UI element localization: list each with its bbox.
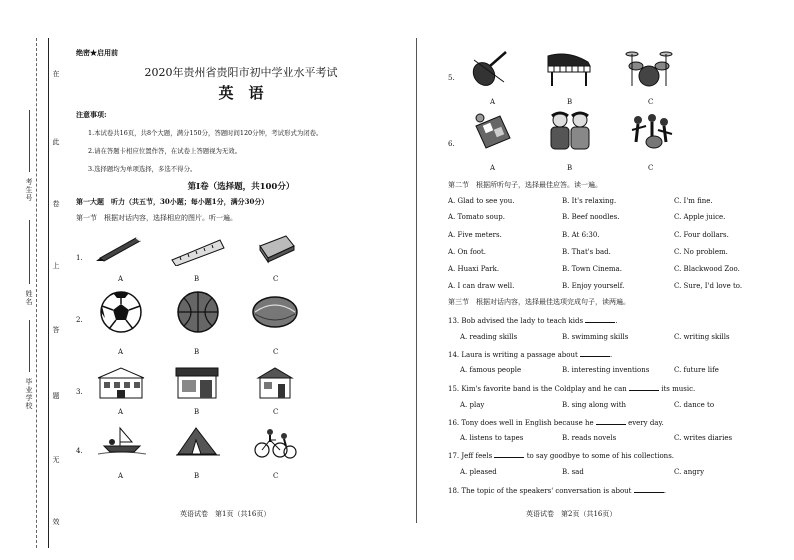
q10-option-b: B. That's bad. <box>562 248 611 256</box>
note-item: 3.选择题均为单项选择，多选不得分。 <box>88 165 197 173</box>
shop-icon <box>172 364 222 400</box>
field-name-label: 姓名 <box>25 290 33 306</box>
soccer-ball-icon <box>99 290 143 334</box>
q8-option-a: A. Tomato soup. <box>448 213 505 221</box>
option-letter: C <box>273 472 279 480</box>
tent-icon <box>174 424 222 458</box>
drums-icon <box>624 46 674 88</box>
q11-option-b: B. Town Cinema. <box>562 265 622 273</box>
q13-option-c: C. writing skills <box>674 333 730 341</box>
option-letter: A <box>118 472 124 480</box>
q15-stem: 15. Kim's favorite band is the Coldplay and he can its music. <box>448 385 696 393</box>
question-number: 5. <box>448 74 455 82</box>
boat-icon <box>96 424 148 460</box>
q16-option-a: A. listens to tapes <box>460 434 524 442</box>
photo-album-icon <box>470 110 516 152</box>
option-letter: B <box>567 164 573 172</box>
q12-option-c: C. Sure, I'd love to. <box>674 282 743 290</box>
field-school-label: 毕业学校 <box>25 378 33 410</box>
exam-title: 2020年贵州省贵阳市初中学业水平考试 <box>144 66 338 79</box>
pencil-icon <box>96 232 146 262</box>
dolls-icon <box>546 110 594 152</box>
note-item: 2.请在答题卡相应位置作答，在试卷上答题视为无效。 <box>88 147 242 155</box>
page-footer-right: 英语试卷 第2页（共16页） <box>526 510 617 518</box>
q17-stem: 17. Jeff feels to say goodbye to some of his collections. <box>448 452 675 460</box>
q15-option-a: A. play <box>460 401 485 409</box>
volume-title: 第Ⅰ卷（选择题，共100分） <box>187 182 295 192</box>
q18-stem: 18. The topic of the speakers' conversation is about . <box>448 487 666 495</box>
eraser-icon <box>256 232 296 264</box>
margin-char: 此 <box>52 138 60 146</box>
option-letter: C <box>273 408 279 416</box>
q12-option-a: A. I can draw well. <box>448 282 515 290</box>
music-band-icon <box>628 112 674 152</box>
section2-title: 第二节 根据所听句子，选择最佳应答。读一遍。 <box>448 181 602 189</box>
notes-title: 注意事项: <box>76 110 107 119</box>
part1-title: 第一大题 听力（共五节，30小题；每小题1分，满分30分） <box>76 197 269 206</box>
note-item: 1.本试卷共16页，共8个大题，满分150分，答题时间120分钟，考试形式为闭卷。 <box>88 129 323 137</box>
page-divider <box>416 38 417 523</box>
section3-title: 第三节 根据对话内容，选择最佳选项完成句子，读两遍。 <box>448 298 630 306</box>
q11-option-c: C. Blackwood Zoo. <box>674 265 740 273</box>
question-number: 6. <box>448 140 455 148</box>
page-footer-left: 英语试卷 第1页（共16页） <box>180 510 271 518</box>
option-letter: C <box>648 164 654 172</box>
binding-dashed-line <box>36 38 37 548</box>
q11-option-a: A. Huaxi Park. <box>448 265 500 273</box>
q16-option-c: C. writes diaries <box>674 434 733 442</box>
ruler-icon <box>170 236 226 266</box>
q17-option-b: B. sad <box>562 468 584 476</box>
q17-option-c: C. angry <box>674 468 705 476</box>
q13-option-a: A. reading skills <box>460 333 518 341</box>
margin-char: 无 <box>52 456 60 464</box>
q15-option-b: B. sing along with <box>562 401 627 409</box>
subject-title: 英 语 <box>218 84 264 102</box>
q16-stem: 16. Tony does well in English because he every day. <box>448 419 664 427</box>
q12-option-b: B. Enjoy yourself. <box>562 282 625 290</box>
margin-char: 答 <box>52 326 60 334</box>
q14-option-c: C. future life <box>674 366 719 374</box>
violin-icon <box>468 48 512 88</box>
q9-option-b: B. At 6:30. <box>562 231 600 239</box>
q9-option-a: A. Five meters. <box>448 231 502 239</box>
option-letter: A <box>118 408 124 416</box>
basketball-icon <box>176 290 220 334</box>
option-letter: A <box>118 275 124 283</box>
question-number: 4. <box>76 447 83 455</box>
rugby-ball-icon <box>251 294 299 330</box>
option-letter: B <box>194 348 200 356</box>
q13-option-b: B. swimming skills <box>562 333 629 341</box>
question-number: 3. <box>76 388 83 396</box>
option-letter: C <box>273 348 279 356</box>
q16-option-b: B. reads novels <box>562 434 617 442</box>
option-letter: C <box>648 98 654 106</box>
option-letter: B <box>567 98 573 106</box>
q13-stem: 13. Bob advised the lady to teach kids . <box>448 317 618 325</box>
field-name-line <box>29 220 30 284</box>
q14-stem: 14. Laura is writing a passage about . <box>448 351 613 359</box>
margin-char: 题 <box>52 392 60 400</box>
margin-char: 卷 <box>52 200 60 208</box>
q8-option-c: C. Apple juice. <box>674 213 726 221</box>
field-school-line <box>29 320 30 372</box>
option-letter: B <box>194 408 200 416</box>
secret-mark: 绝密★启用前 <box>76 48 118 57</box>
question-number: 1. <box>76 254 83 262</box>
section1-title: 第一节 根据对话内容，选择相应的图片。听一遍。 <box>76 214 237 222</box>
q10-option-c: C. No problem. <box>674 248 728 256</box>
margin-char: 上 <box>52 262 60 270</box>
option-letter: B <box>194 472 200 480</box>
school-icon <box>94 364 148 400</box>
option-letter: A <box>490 164 496 172</box>
q10-option-a: A. On foot. <box>448 248 487 256</box>
binding-solid-line <box>48 38 49 548</box>
q7-option-c: C. I'm fine. <box>674 197 713 205</box>
field-exam-number-label: 考生号 <box>25 178 33 202</box>
q15-option-c: C. dance to <box>674 401 715 409</box>
q7-option-b: B. It's relaxing. <box>562 197 617 205</box>
q9-option-c: C. Four dollars. <box>674 231 729 239</box>
q14-option-b: B. interesting inventions <box>562 366 650 374</box>
q8-option-b: B. Beef noodles. <box>562 213 620 221</box>
option-letter: A <box>490 98 496 106</box>
field-exam-number-line <box>29 110 30 172</box>
question-number: 2. <box>76 316 83 324</box>
margin-char: 效 <box>52 518 60 526</box>
option-letter: B <box>194 275 200 283</box>
cyclists-icon <box>252 424 300 460</box>
q17-option-a: A. pleased <box>460 468 497 476</box>
option-letter: C <box>273 275 279 283</box>
piano-icon <box>544 48 594 88</box>
q7-option-a: A. Glad to see you. <box>448 197 515 205</box>
margin-char: 在 <box>52 70 60 78</box>
q14-option-a: A. famous people <box>460 366 522 374</box>
option-letter: A <box>118 348 124 356</box>
house-icon <box>252 364 298 400</box>
